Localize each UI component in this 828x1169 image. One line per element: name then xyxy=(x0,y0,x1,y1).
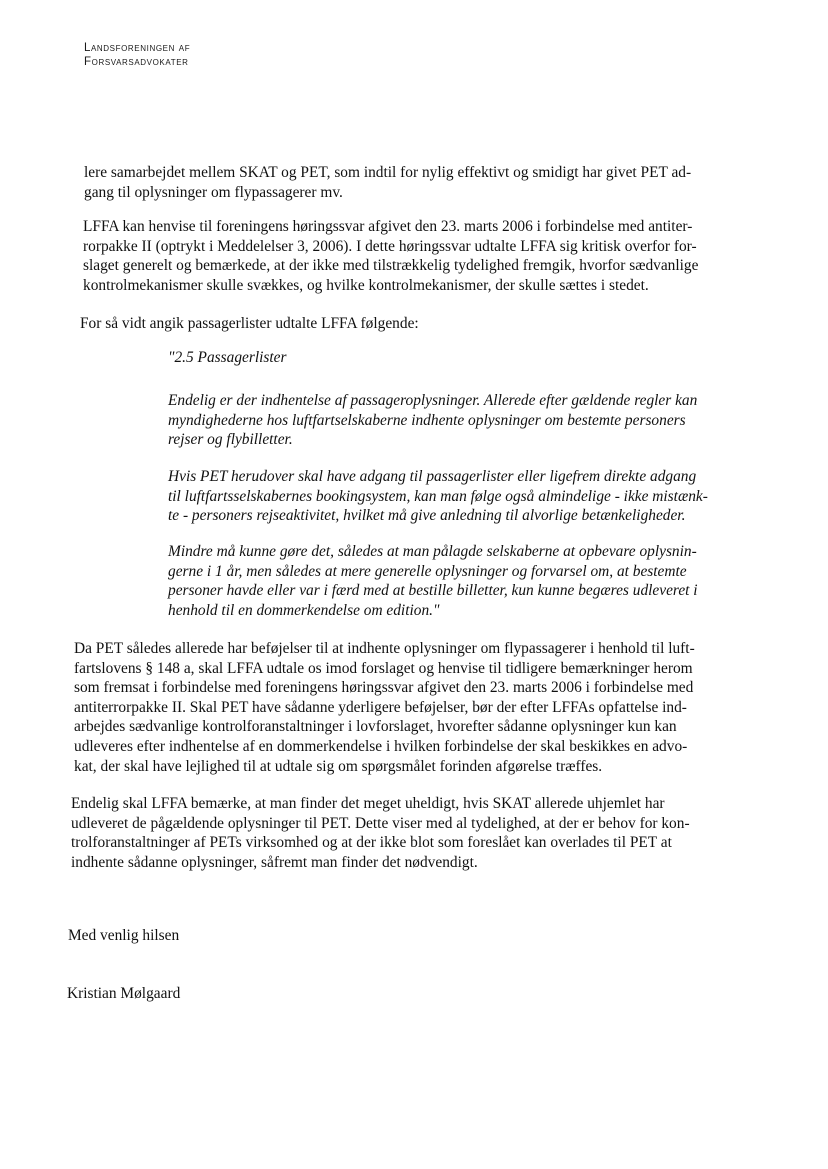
text-line: henhold til en dommerkendelse om edition." xyxy=(168,601,440,619)
text-line: Kristian Mølgaard xyxy=(67,985,181,1002)
text-line: fartslovens § 148 a, skal LFFA udtale os imod forslaget og henvise til tidligere bemærkninger herom xyxy=(74,659,693,677)
text-line: som fremsat i forbindelse med foreningens høringssvar afgivet den 23. marts 2006 i forbindelse med xyxy=(74,679,694,697)
quote-paragraph-3 xyxy=(168,542,698,620)
text-line: Endelig er der indhentelse af passageroplysninger. Allerede efter gældende regler kan xyxy=(168,392,698,409)
quote-paragraph-1 xyxy=(168,391,697,450)
text-line: rejser og flybilletter. xyxy=(168,431,293,449)
quote-heading xyxy=(168,348,286,368)
text-line: slaget generelt og bemærkede, at der ikke med tilstrækkelig tydelighed fremgik, hvorfor sædvanlige xyxy=(83,257,699,275)
letterhead xyxy=(84,41,190,69)
text-line: kat, der skal have lejlighed til at udtale sig om spørgsmålet forinden afgørelse træffes. xyxy=(74,757,603,775)
text-line: personer havde eller var i færd med at bestille billetter, kun kunne begæres udleveret i xyxy=(168,582,698,600)
text-line: antiterrorpakke II. Skal PET have sådanne yderligere beføjelser, bør der efter LFFAs opfattelse ind- xyxy=(74,698,687,716)
letterhead-line-1: Landsforeningen af xyxy=(84,42,191,54)
text-line: Med venlig hilsen xyxy=(68,927,180,944)
text-line: gerne i 1 år, men således at mere generelle oplysninger og forvarsel om, at bestemte xyxy=(168,562,687,580)
text-line: myndighederne hos luftfartselskaberne indhente oplysninger om bestemte personers xyxy=(168,411,686,429)
quote-paragraph-2 xyxy=(168,467,708,526)
text-line: udleveret de pågældende oplysninger til PET. Dette viser med al tydelighed, at der er behov for kon- xyxy=(71,814,690,832)
text-line: Da PET således allerede har beføjelser til at indhente oplysninger om flypassagerer i henhold til luft- xyxy=(74,640,695,657)
paragraph-intro-quote xyxy=(80,314,419,334)
letterhead-line-2: Forsvarsadvokater xyxy=(84,56,189,68)
text-line: rorpakke II (optrykt i Meddelelser 3, 2006). I dette høringssvar udtalte LFFA sig kritisk overfor for- xyxy=(83,237,697,255)
text-line: kontrolmekanismer skulle svækkes, og hvilke kontrolmekanismer, der skulle sættes i stedet. xyxy=(83,276,649,294)
text-line: te - personers rejseaktivitet, hvilket må give anledning til alvorlige betænkeligheder. xyxy=(168,507,686,525)
text-line: Hvis PET herudover skal have adgang til passagerlister eller ligefrem direkte adgang xyxy=(168,468,697,485)
paragraph-final-remark xyxy=(71,794,690,872)
paragraph-previous-consultation xyxy=(83,217,698,295)
text-line: Mindre må kunne gøre det, således at man pålagde selskaberne at opbevare oplysnin- xyxy=(168,543,697,560)
text-line: Endelig skal LFFA bemærke, at man finder det meget uheldigt, hvis SKAT allerede uhjemlet har xyxy=(71,795,665,812)
signature-name xyxy=(67,984,180,1004)
text-line: trolforanstaltninger af PETs virksomhed og at der ikke blot som foreslået kan overlades til PET at xyxy=(71,834,672,852)
text-line: "2.5 Passagerlister xyxy=(168,349,287,366)
paragraph-objection xyxy=(74,639,695,776)
text-line: udleveres efter indhentelse af en dommerkendelse i hvilken forbindelse der skal beskikkes en advo- xyxy=(74,737,688,755)
text-line: For så vidt angik passagerlister udtalte LFFA følgende: xyxy=(80,315,419,332)
text-line: gang til oplysninger om flypassagerer mv. xyxy=(84,183,343,201)
text-line: lere samarbejdet mellem SKAT og PET, som indtil for nylig effektivt og smidigt har givet PET ad- xyxy=(84,164,692,181)
text-line: til luftfartsselskabernes bookingsystem, kan man følge også almindelige - ikke mistænk- xyxy=(168,487,708,505)
paragraph-continuation xyxy=(84,163,691,202)
text-line: arbejdes sædvanlige kontrolforanstaltninger i lovforslaget, hvorefter sådanne oplysninger kun kan xyxy=(74,718,677,736)
text-line: indhente sådanne oplysninger, såfremt man finder det nødvendigt. xyxy=(71,853,478,871)
text-line: LFFA kan henvise til foreningens høringssvar afgivet den 23. marts 2006 i forbindelse med antiter- xyxy=(83,218,693,235)
closing-greeting xyxy=(68,926,179,946)
